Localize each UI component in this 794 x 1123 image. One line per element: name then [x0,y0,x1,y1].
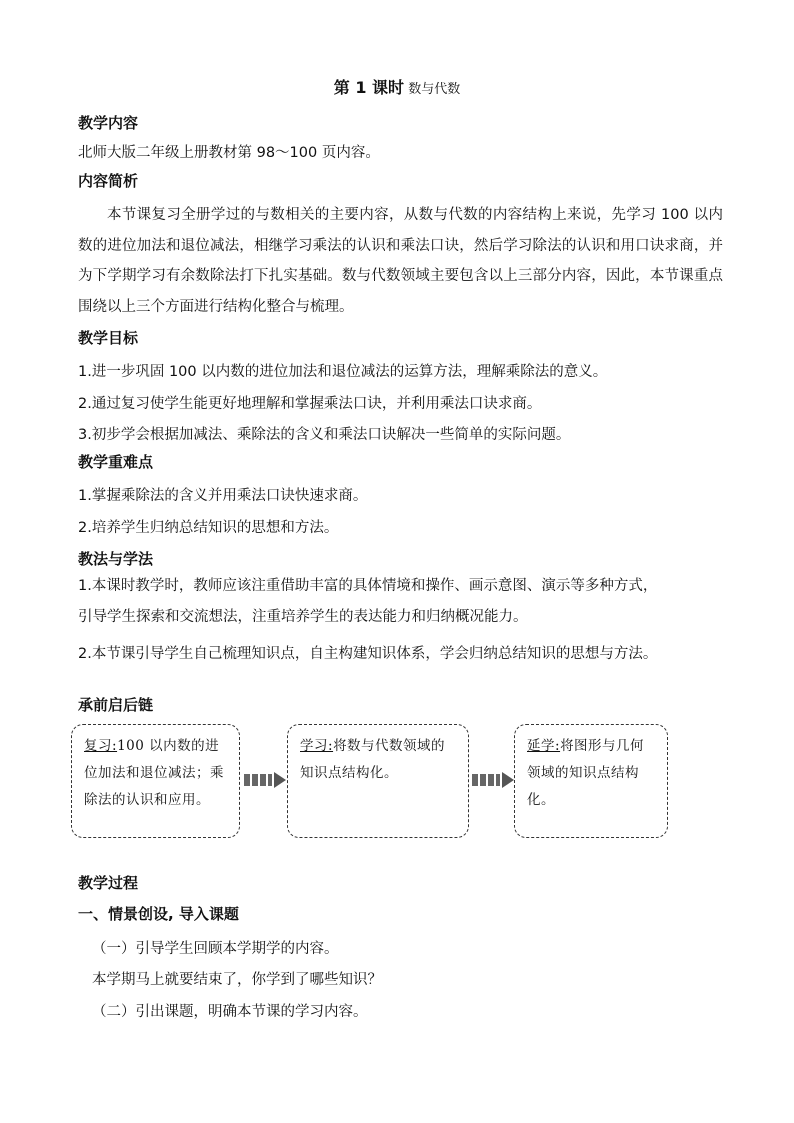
learn-box [287,724,469,838]
goal-item-3: 3.初步学会根据加减法、乘除法的含义和乘法口诀解决一些简单的实际问题。 [78,427,571,443]
heading-key-points: 教学重难点 [78,453,154,471]
method-item-1-line-2: 引导学生探索和交流想法，注重培养学生的表达能力和归纳概况能力。 [78,609,528,625]
process-sub-1: （一）引导学生回顾本学期学的内容。 [92,941,339,957]
process-sub-2: （二）引出课题，明确本节课的学习内容。 [92,1004,368,1020]
lesson-title-main: 第 1 课时 [333,78,405,97]
review-box [71,724,240,838]
arrow-right-icon [472,772,516,788]
process-step-1: 一、情景创设, 导入课题 [78,905,239,923]
learn-text: 将数与代数领域的知识点结构化。 [300,738,446,781]
goal-item-2: 2.通过复习使学生能更好地理解和掌握乘法口诀，并利用乘法口诀求商。 [78,396,542,412]
teaching-content-text: 北师大版二年级上册教材第 98～100 页内容。 [78,145,380,161]
extend-label: 延学: [527,738,561,754]
process-question: 本学期马上就要结束了，你学到了哪些知识？ [92,972,382,988]
method-item-1-line-1: 1.本课时教学时，教师应该注重借助丰富的具体情境和操作、画示意图、演示等多种方式， [78,578,658,594]
heading-teaching-process: 教学过程 [78,874,139,892]
lesson-title-sub: 数与代数 [404,82,461,97]
goal-item-1: 1.进一步巩固 100 以内数的进位加法和退位减法的运算方法，理解乘除法的意义。 [78,364,608,380]
heading-content-summary: 内容简析 [78,172,139,190]
extend-box [514,724,668,838]
lesson-title [0,78,794,100]
learn-label: 学习: [300,738,334,754]
method-item-2: 2.本节课引导学生自己梳理知识点，自主构建知识体系，学会归纳总结知识的思想与方法。 [78,646,658,662]
extend-text: 将图形与几何领域的知识点结构化。 [527,738,645,808]
heading-chain: 承前启后链 [78,696,154,714]
keypoint-item-2: 2.培养学生归纳总结知识的思想和方法。 [78,520,339,536]
keypoint-item-1: 1.掌握乘除法的含义并用乘法口诀快速求商。 [78,488,368,504]
content-summary-text: 本节课复习全册学过的与数相关的主要内容，从数与代数的内容结构上来说，先学习 100 以内数的进位加法和退位减法，相继学习乘法的认识和乘法口诀，然后学习除法的认识和用口诀求商，并为下学期学习有余数除法打下扎实基础。数与代数领域主要包含以上三部分内容，因此，本节课重点围绕以上三个方面进行结构化整合与梳理。 [78,207,723,315]
arrow-right-icon [244,772,288,788]
heading-methods: 教法与学法 [78,550,154,568]
heading-teaching-content: 教学内容 [78,114,139,132]
heading-teaching-goals: 教学目标 [78,329,139,347]
review-text: 100 以内数的进位加法和退位减法；乘除法的认识和应用。 [84,738,224,808]
review-label: 复习: [84,738,118,754]
